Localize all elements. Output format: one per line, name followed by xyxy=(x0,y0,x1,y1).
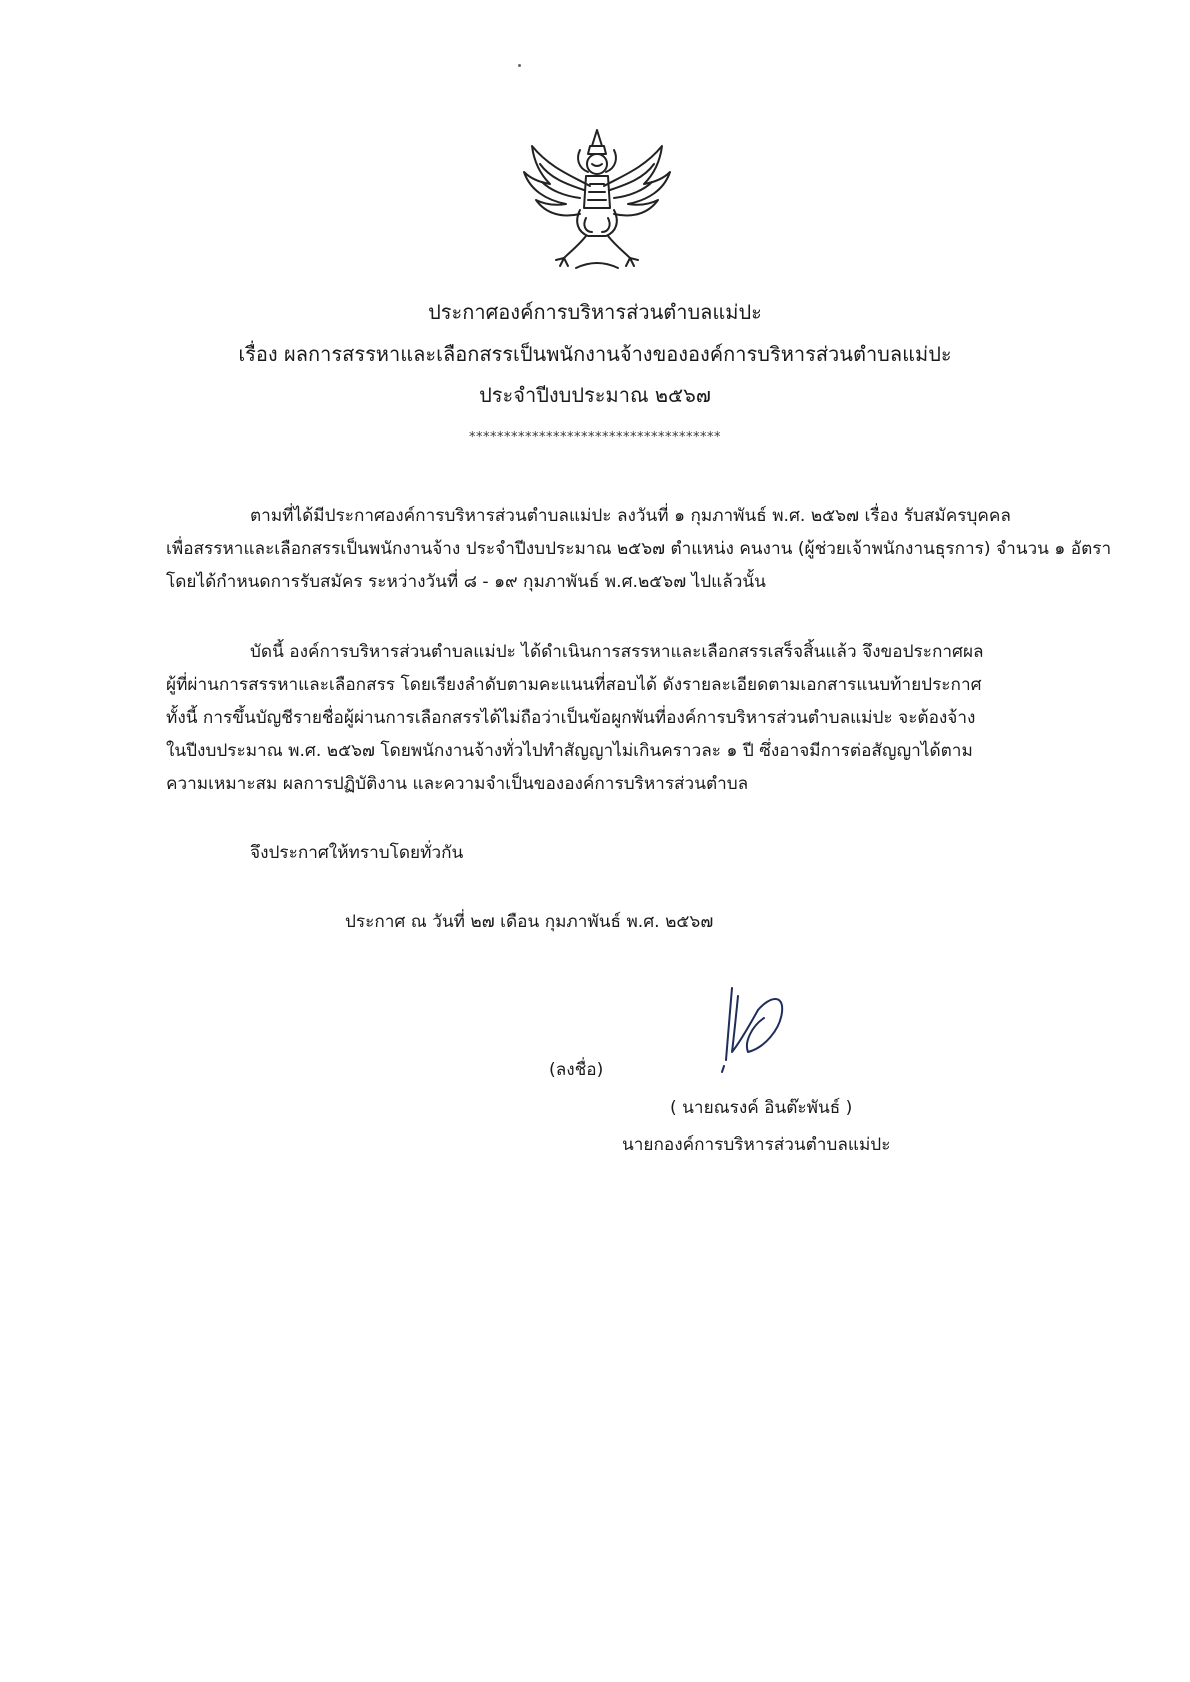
scan-speck xyxy=(518,64,521,67)
garuda-emblem-icon xyxy=(520,128,674,274)
header-separator: ************************************ xyxy=(469,430,721,445)
paragraph-results-notice xyxy=(166,636,1076,801)
paragraph-line: เพื่อสรรหาและเลือกสรรเป็นพนักงานจ้าง ประจำปีงบประมาณ ๒๕๖๗ ตำแหน่ง คนงาน (ผู้ช่วยเจ้าพนักงานธุรการ) จำนวน ๑ อัตรา xyxy=(166,539,1112,559)
announcement-date: ประกาศ ณ วันที่ ๒๗ เดือน กุมภาพันธ์ พ.ศ. ๒๕๖๗ xyxy=(345,912,714,932)
announcement-fiscal-year: ประจำปีงบประมาณ ๒๕๖๗ xyxy=(479,383,711,407)
closing-statement: จึงประกาศให้ทราบโดยทั่วกัน xyxy=(250,843,464,863)
paragraph-line: ทั้งนี้ การขึ้นบัญชีรายชื่อผู้ผ่านการเลือกสรรได้ไม่ถือว่าเป็นข้อผูกพันที่องค์การบริหารส่วนตำบลแม่ปะ จะต้องจ้าง xyxy=(166,708,976,728)
paragraph-line: ผู้ที่ผ่านการสรรหาและเลือกสรร โดยเรียงลำดับตามคะแนนที่สอบได้ ดังรายละเอียดตามเอกสารแนบท้ายประกาศ xyxy=(166,675,982,695)
paragraph-line: โดยได้กำหนดการรับสมัคร ระหว่างวันที่ ๘ - ๑๙ กุมภาพันธ์ พ.ศ.๒๕๖๗ ไปแล้วนั้น xyxy=(166,572,766,592)
paragraph-line: ในปีงบประมาณ พ.ศ. ๒๕๖๗ โดยพนักงานจ้างทั่วไปทำสัญญาไม่เกินคราวละ ๑ ปี ซึ่งอาจมีการต่อสัญญาได้ตาม xyxy=(166,741,973,761)
signer-name: ( นายณรงค์ อินต๊ะพันธ์ ) xyxy=(670,1098,853,1118)
announcement-subject: เรื่อง ผลการสรรหาและเลือกสรรเป็นพนักงานจ้างขององค์การบริหารส่วนตำบลแม่ปะ xyxy=(238,342,952,366)
signer-position: นายกองค์การบริหารส่วนตำบลแม่ปะ xyxy=(622,1135,891,1155)
paragraph-line: บัดนี้ องค์การบริหารส่วนตำบลแม่ปะ ได้ดำเนินการสรรหาและเลือกสรรเสร็จสิ้นแล้ว จึงขอประกาศผล xyxy=(250,642,984,662)
announcement-title: ประกาศองค์การบริหารส่วนตำบลแม่ปะ xyxy=(428,300,762,324)
paragraph-line: ตามที่ได้มีประกาศองค์การบริหารส่วนตำบลแม่ปะ ลงวันที่ ๑ กุมภาพันธ์ พ.ศ. ๒๕๖๗ เรื่อง รับสมัครบุคคล xyxy=(250,506,1011,526)
paragraph-line: ความเหมาะสม ผลการปฏิบัติงาน และความจำเป็นขององค์การบริหารส่วนตำบล xyxy=(166,774,749,794)
handwritten-signature-icon xyxy=(718,982,790,1074)
paragraph-application-notice xyxy=(166,500,1112,599)
signed-label: (ลงชื่อ) xyxy=(549,1060,604,1080)
